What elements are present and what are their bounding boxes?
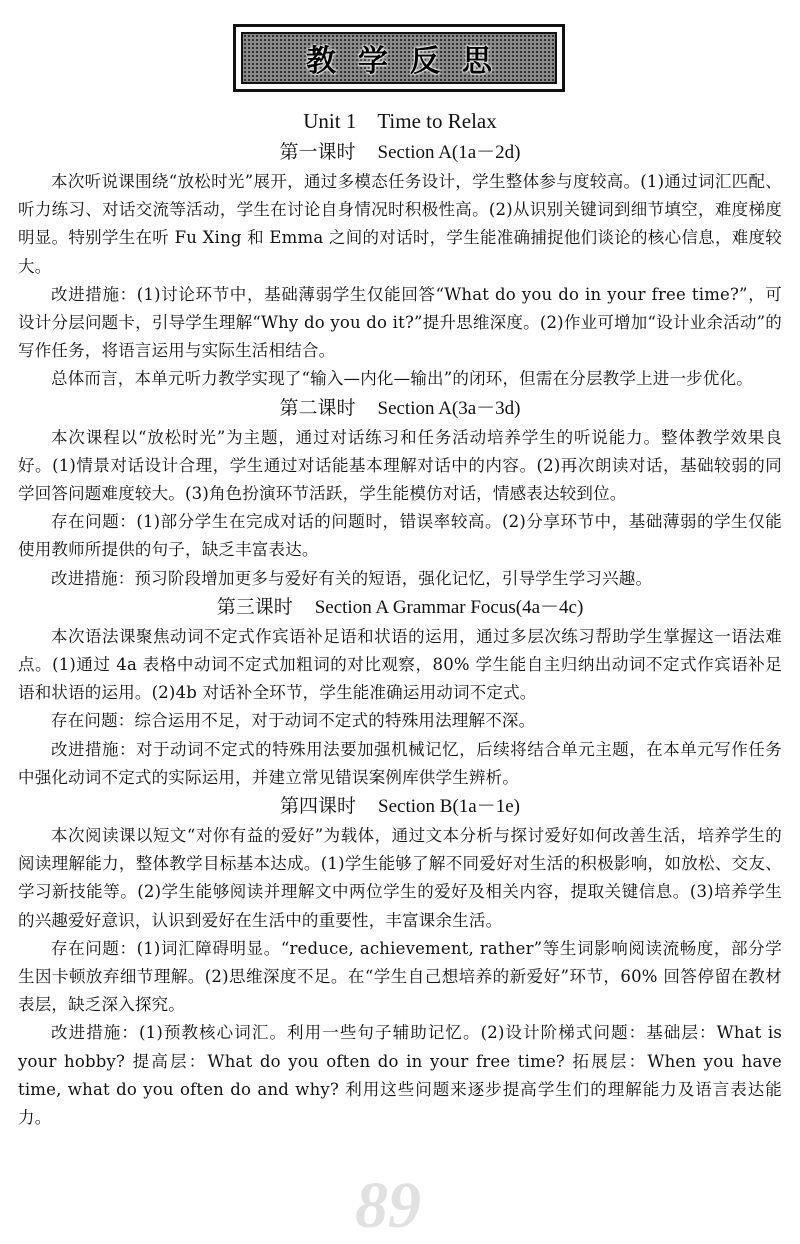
page-number: 89	[355, 1169, 421, 1242]
section-label: Section B(1a－1e)	[378, 796, 520, 818]
header-title-box	[233, 24, 565, 92]
section-block	[18, 394, 782, 593]
paragraph: 本次听说课围绕“放松时光”展开，通过多模态任务设计，学生整体参与度较高。(1)通过词汇匹配、听力练习、对话交流等活动，学生在讨论自身情况时积极性高。(2)从识别关键词到细节填空，难度梯度明显。特别学生在听 Fu Xing 和 Emma 之间的对话时，学生能准确捕捉他们谈论的核心信息，难度较大。	[18, 172, 782, 276]
section-heading	[18, 394, 782, 424]
unit-title: Unit 1 Time to Relax	[303, 109, 497, 133]
paragraph: 改进措施：预习阶段增加更多与爱好有关的短语，强化记忆，引导学生学习兴趣。	[51, 568, 653, 588]
section-block	[18, 792, 782, 1132]
lesson-label: 第四课时	[280, 796, 357, 818]
paragraph: 存在问题：(1)词汇障碍明显。“reduce, achievement, rather”等生词影响阅读流畅度，部分学生因卡顿放弃细节理解。(2)思维深度不足。在“学生自己想培养的新爱好”环节，60% 回答停留在教材表层，缺乏深入探究。	[18, 938, 782, 1015]
lesson-label: 第三课时	[216, 596, 293, 618]
page-title: 教学反思	[306, 44, 514, 79]
paragraph: 总体而言，本单元听力教学实现了“输入—内化—输出”的闭环，但需在分层教学上进一步优化。	[51, 369, 753, 389]
paragraph: 改进措施：(1)讨论环节中，基础薄弱学生仅能回答“What do you do in your free time?”，可设计分层问题卡，引导学生理解“Why do you do it?”提升思维深度。(2)作业可增加“设计业余活动”的写作任务，将语言运用与实际生活相结合。	[18, 284, 782, 361]
section-label: Section A(3a－3d)	[377, 397, 521, 419]
paragraph: 本次阅读课以短文“对你有益的爱好”为载体，通过文本分析与探讨爱好如何改善生活，培养学生的阅读理解能力，整体教学目标基本达成。(1)学生能够了解不同爱好对生活的积极影响，如放松、交友、学习新技能等。(2)学生能够阅读并理解文中两位学生的爱好及相关内容，提取关键信息。(3)培养学生的兴趣爱好意识，认识到爱好在生活中的重要性，丰富课余生活。	[18, 826, 782, 930]
section-heading	[18, 792, 782, 822]
section-block	[18, 593, 782, 792]
paragraph: 本次语法课聚焦动词不定式作宾语补足语和状语的运用，通过多层次练习帮助学生掌握这一语法难点。(1)通过 4a 表格中动词不定式加粗词的对比观察，80% 学生能自主归纳出动词不定式作宾语补足语和状语的运用。(2)4b 对话补全环节，学生能准确运用动词不定式。	[18, 626, 782, 703]
section-block	[18, 138, 782, 394]
section-label: Section A Grammar Focus(4a－4c)	[314, 596, 584, 618]
paragraph: 改进措施：对于动词不定式的特殊用法要加强机械记忆，后续将结合单元主题，在本单元写作任务中强化动词不定式的实际运用，并建立常见错误案例库供学生辨析。	[18, 739, 782, 787]
paragraph: 存在问题：(1)部分学生在完成对话的问题时，错误率较高。(2)分享环节中，基础薄弱的学生仅能使用教师所提供的句子，缺乏丰富表达。	[18, 512, 782, 560]
lesson-label: 第二课时	[279, 397, 356, 419]
section-label: Section A(1a－2d)	[377, 142, 521, 163]
section-heading	[18, 593, 782, 623]
header-title-pattern	[241, 32, 557, 84]
lesson-label: 第一课时	[279, 142, 356, 163]
section-heading	[18, 138, 782, 168]
paragraph: 改进措施：(1)预教核心词汇。利用一些句子辅助记忆。(2)设计阶梯式问题：基础层：What is your hobby? 提高层：What do you often do in your free time? 拓展层：When you have time, what do you often do and why? 利用这些问题来逐步提高学生们的理解能力及语言表达能力。	[18, 1023, 782, 1128]
paragraph: 存在问题：综合运用不足，对于动词不定式的特殊用法理解不深。	[51, 711, 536, 731]
paragraph: 本次课程以“放松时光”为主题，通过对话练习和任务活动培养学生的听说能力。整体教学效果良好。(1)情景对话设计合理，学生通过对话能基本理解对话中的内容。(2)再次朗读对话，基础较弱的同学回答问题难度较大。(3)角色扮演环节活跃，学生能模仿对话，情感表达较到位。	[18, 427, 782, 504]
document-body	[18, 104, 782, 1132]
